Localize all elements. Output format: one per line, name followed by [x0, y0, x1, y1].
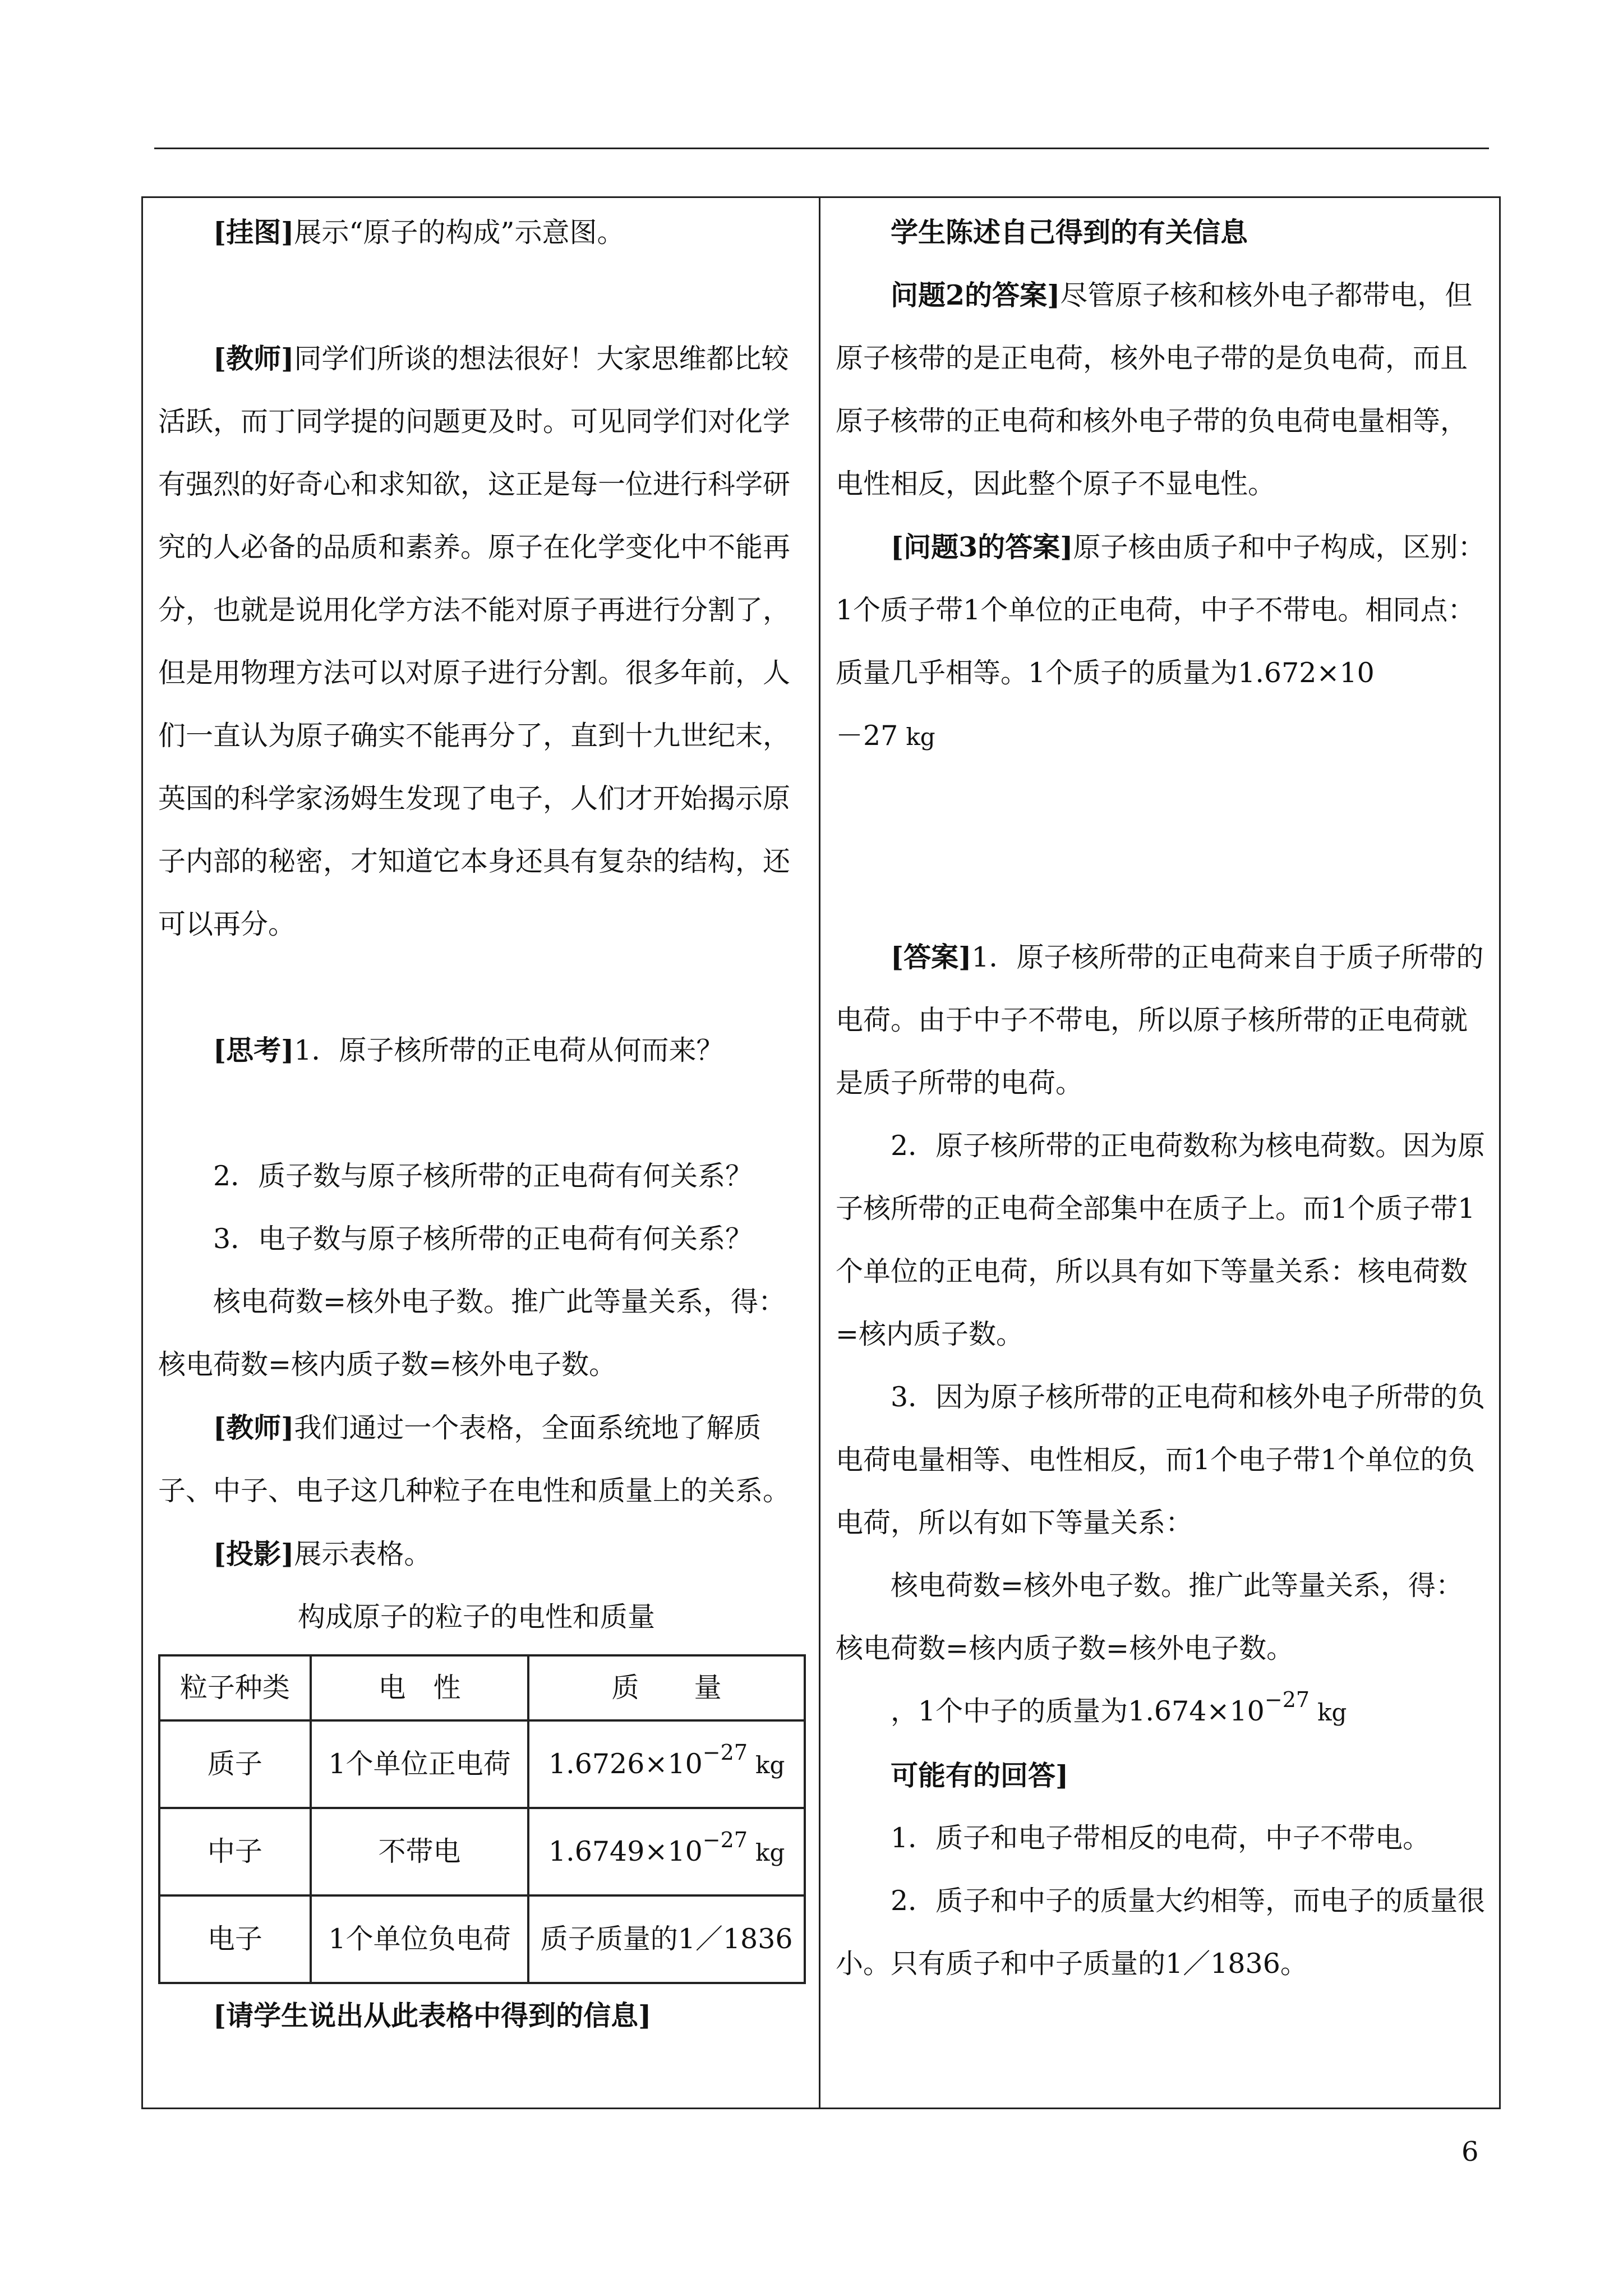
table-row [159, 1895, 805, 1983]
cell-type: 质子 [159, 1720, 311, 1808]
answer2-tag: 问题2的答案] [891, 279, 1061, 311]
page-number: 6 [1461, 2136, 1479, 2168]
relation-line-2: 核电荷数=核内质子数=核外电子数。 [158, 1349, 617, 1381]
think-tag: [思考] [213, 1034, 294, 1066]
particle-table [158, 1654, 806, 1984]
student-column [836, 201, 1486, 1995]
cell-mass: 质子质量的1／1836 [528, 1895, 805, 1983]
answer3-tag: [问题3的答案] [891, 531, 1073, 563]
table-row [159, 1808, 805, 1895]
cell-type: 中子 [159, 1808, 311, 1895]
hanging-chart-paragraph: [挂图]展示“原子的构成”示意图。 [213, 216, 625, 249]
table-row [159, 1720, 805, 1808]
students-state-info: 学生陈述自己得到的有关信息 [891, 216, 1248, 249]
teacher-table-intro: [教师]我们通过一个表格，全面系统地了解质子、中子、电子这几种粒子在电性和质量上的关系。 [158, 1411, 791, 1507]
cell-mass: $1.6726\times 10^{-27}$ kg [528, 1720, 805, 1808]
table-header-row [159, 1655, 805, 1720]
header-mass: 质 量 [528, 1655, 805, 1720]
answer3-exponent-line: －27 kg [836, 720, 935, 752]
header-charge: 电 性 [311, 1655, 528, 1720]
relation-line-2: 核电荷数=核内质子数=核外电子数。 [836, 1632, 1294, 1664]
possible-answer-2: 2．质子和中子的质量大约相等，而电子的质量很小。只有质子和中子质量的1／1836。 [836, 1885, 1486, 1980]
projection-tag: [投影] [213, 1538, 294, 1570]
answer-tag: [答案] [891, 941, 972, 973]
relation-line-1: 核电荷数=核外电子数。推广此等量关系，得： [213, 1286, 786, 1318]
column-divider [819, 196, 820, 2109]
header-rule [154, 148, 1489, 149]
think-question-3: 3．电子数与原子核所带的正电荷有何关系？ [213, 1223, 753, 1255]
teacher-tag: [教师] [213, 342, 294, 375]
cell-charge: 1个单位正电荷 [311, 1720, 528, 1808]
cell-charge: 1个单位负电荷 [311, 1895, 528, 1983]
cell-mass: $1.6749\times 10^{-27}$ kg [528, 1808, 805, 1895]
teacher-column [158, 201, 806, 2047]
possible-answer-1: 1．质子和电子带相反的电荷，中子不带电。 [891, 1822, 1431, 1854]
teacher-remark-paragraph: [教师]同学们所谈的想法很好！大家思维都比较活跃，而丁同学提的问题更及时。可见同学们对化学有强烈的好奇心和求知欲，这正是每一位进行科学研究的人必备的品质和素养。原子在化学变化中不能再分，也就是说用化学方法不能对原子再进行分割了，但是用物理方法可以对原子进行分割。很多年前，人们一直认为原子确实不能再分了，直到十九世纪末，英国的科学家汤姆生发现了电子，人们才开始揭示原子内部的秘密，才知道它本身还具有复杂的结构，还可以再分。 [158, 342, 791, 940]
think-question-2: 2．质子数与原子核所带的正电荷有何关系？ [213, 1160, 753, 1192]
relation-line-1: 核电荷数=核外电子数。推广此等量关系，得： [891, 1570, 1464, 1602]
answer-point-2: 2．原子核所带的正电荷数称为核电荷数。因为原子核所带的正电荷全部集中在质子上。而1个质子带1个单位的正电荷，所以具有如下等量关系：核电荷数=核内质子数。 [836, 1130, 1486, 1350]
possible-answers-heading: 可能有的回答] [891, 1759, 1069, 1792]
answer-question-3: [问题3的答案]原子核由质子和中子构成，区别：1个质子带1个单位的正电荷，中子不带电。相同点：质量几乎相等。1个质子的质量为1.672×10 [836, 531, 1486, 689]
hanging-chart-tag: [挂图] [213, 216, 294, 249]
answer-paragraph: [答案]1．原子核所带的正电荷来自于质子所带的电荷。由于中子不带电，所以原子核所带的正电荷就是质子所带的电荷。 [836, 941, 1484, 1099]
projection-paragraph: [投影]展示表格。 [213, 1538, 432, 1570]
neutron-mass-line: ，1个中子的质量为$1.674\times 10^{-27}$ kg [891, 1687, 1347, 1727]
cell-charge: 不带电 [311, 1808, 528, 1895]
header-particle-type: 粒子种类 [159, 1655, 311, 1720]
table-caption: 构成原子的粒子的电性和质量 [297, 1601, 655, 1633]
answer-point-3: 3．因为原子核所带的正电荷和核外电子所带的负电荷电量相等、电性相反，而1个电子带1个单位的负电荷，所以有如下等量关系： [836, 1381, 1486, 1539]
teacher-tag: [教师] [213, 1411, 294, 1444]
ask-students-instruction: [请学生说出从此表格中得到的信息] [213, 1999, 652, 2032]
answer-question-2: 问题2的答案]尽管原子核和核外电子都带电，但原子核带的是正电荷，核外电子带的是负电荷，而且原子核带的正电荷和核外电子带的负电荷电量相等，电性相反，因此整个原子不显电性。 [836, 279, 1473, 500]
think-question-1: [思考]1．原子核所带的正电荷从何而来？ [213, 1034, 724, 1066]
cell-type: 电子 [159, 1895, 311, 1983]
